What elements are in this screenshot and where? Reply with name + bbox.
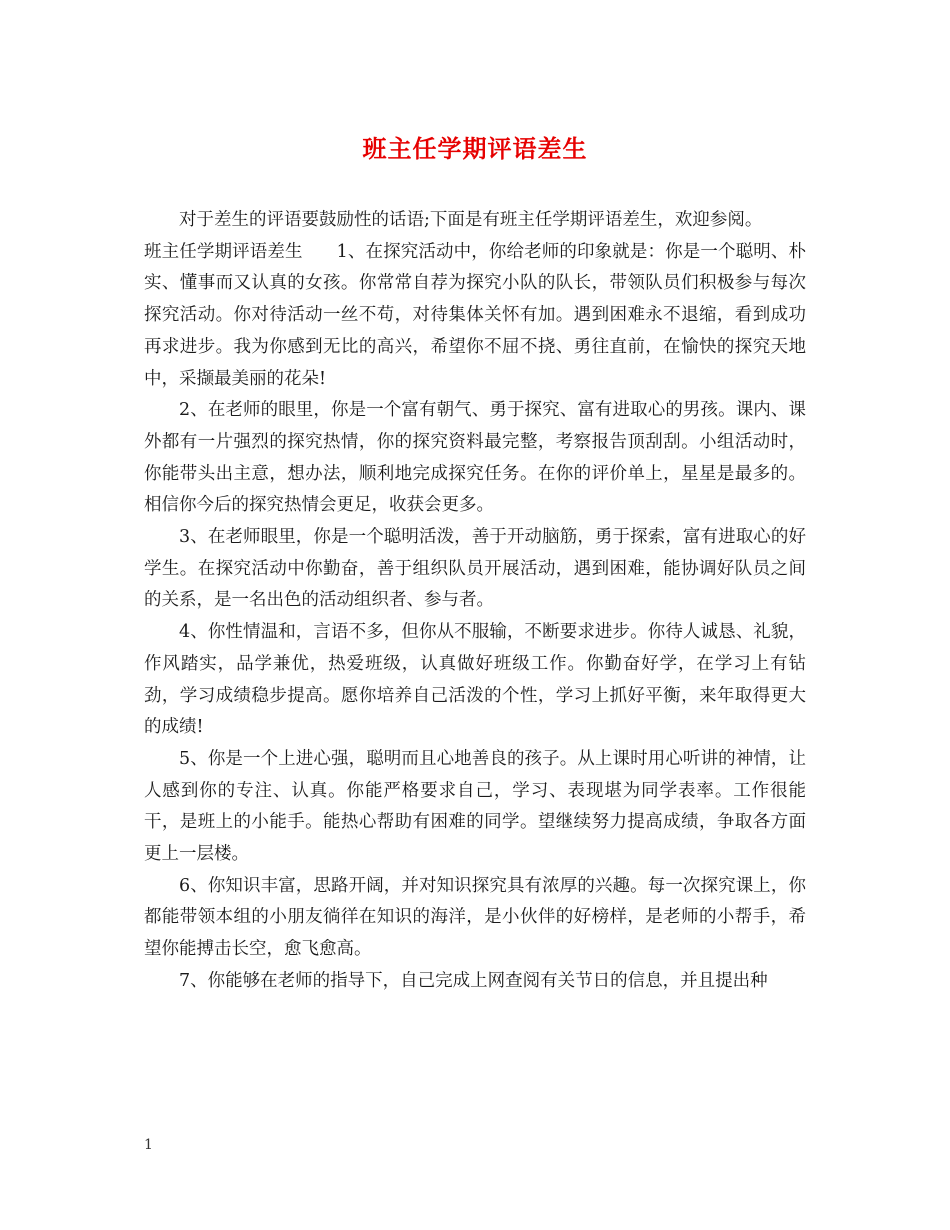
document-body bbox=[144, 205, 806, 998]
document-title: 班主任学期评语差生 bbox=[362, 134, 588, 163]
paragraph-4: 4、你性情温和，言语不多，但你从不服输，不断要求进步。你待人诚恳、礼貌，作风踏实，品学兼优，热爱班级，认真做好班级工作。你勤奋好学，在学习上有钻劲，学习成绩稳步提高。愿你培养自己活泼的个性，学习上抓好平衡，来年取得更大的成绩! bbox=[144, 622, 806, 738]
paragraph-7: 7、你能够在老师的指导下，自己完成上网查阅有关节日的信息，并且提出种 bbox=[179, 970, 768, 991]
paragraph-2: 2、在老师的眼里，你是一个富有朝气、勇于探究、富有进取心的男孩。课内、课外都有一片强烈的探究热情，你的探究资料最完整，考察报告顶刮刮。小组活动时，你能带头出主意，想办法，顺利地完成探究任务。在你的评价单上，星星是最多的。相信你今后的探究热情会更足，收获会更多。 bbox=[144, 400, 806, 516]
paragraph-3: 3、在老师眼里，你是一个聪明活泼，善于开动脑筋，勇于探索，富有进取心的好学生。在探究活动中你勤奋，善于组织队员开展活动，遇到困难，能协调好队员之间的关系，是一名出色的活动组织者、参与者。 bbox=[144, 527, 806, 611]
paragraph-1-text: 1、在探究活动中，你给老师的印象就是：你是一个聪明、朴实、懂事而又认真的女孩。你常常自荐为探究小队的队长，带领队员们积极参与每次探究活动。你对待活动一丝不苟，对待集体关怀有加。遇到困难永不退缩，看到成功再求进步。我为你感到无比的高兴，希望你不屈不挠、勇往直前，在愉快的探究天地中，采撷最美丽的花朵! bbox=[144, 241, 806, 389]
paragraph-6: 6、你知识丰富，思路开阔，并对知识探究具有浓厚的兴趣。每一次探究课上，你都能带领本组的小朋友徜徉在知识的海洋，是小伙伴的好榜样，是老师的小帮手，希望你能搏击长空，愈飞愈高。 bbox=[144, 875, 806, 960]
paragraph-1 bbox=[144, 237, 806, 396]
intro-paragraph: 对于差生的评语要鼓励性的话语;下面是有班主任学期评语差生，欢迎参阅。 bbox=[179, 210, 763, 230]
section-label: 班主任学期评语差生 bbox=[144, 241, 303, 262]
paragraph-5: 5、你是一个上进心强，聪明而且心地善良的孩子。从上课时用心听讲的神情，让人感到你的专注、认真。你能严格要求自己，学习、表现堪为同学表率。工作很能干，是班上的小能手。能热心帮助有困难的同学。望继续努力提高成绩，争取各方面更上一层楼。 bbox=[144, 748, 806, 865]
page-number: 1 bbox=[144, 1137, 153, 1153]
